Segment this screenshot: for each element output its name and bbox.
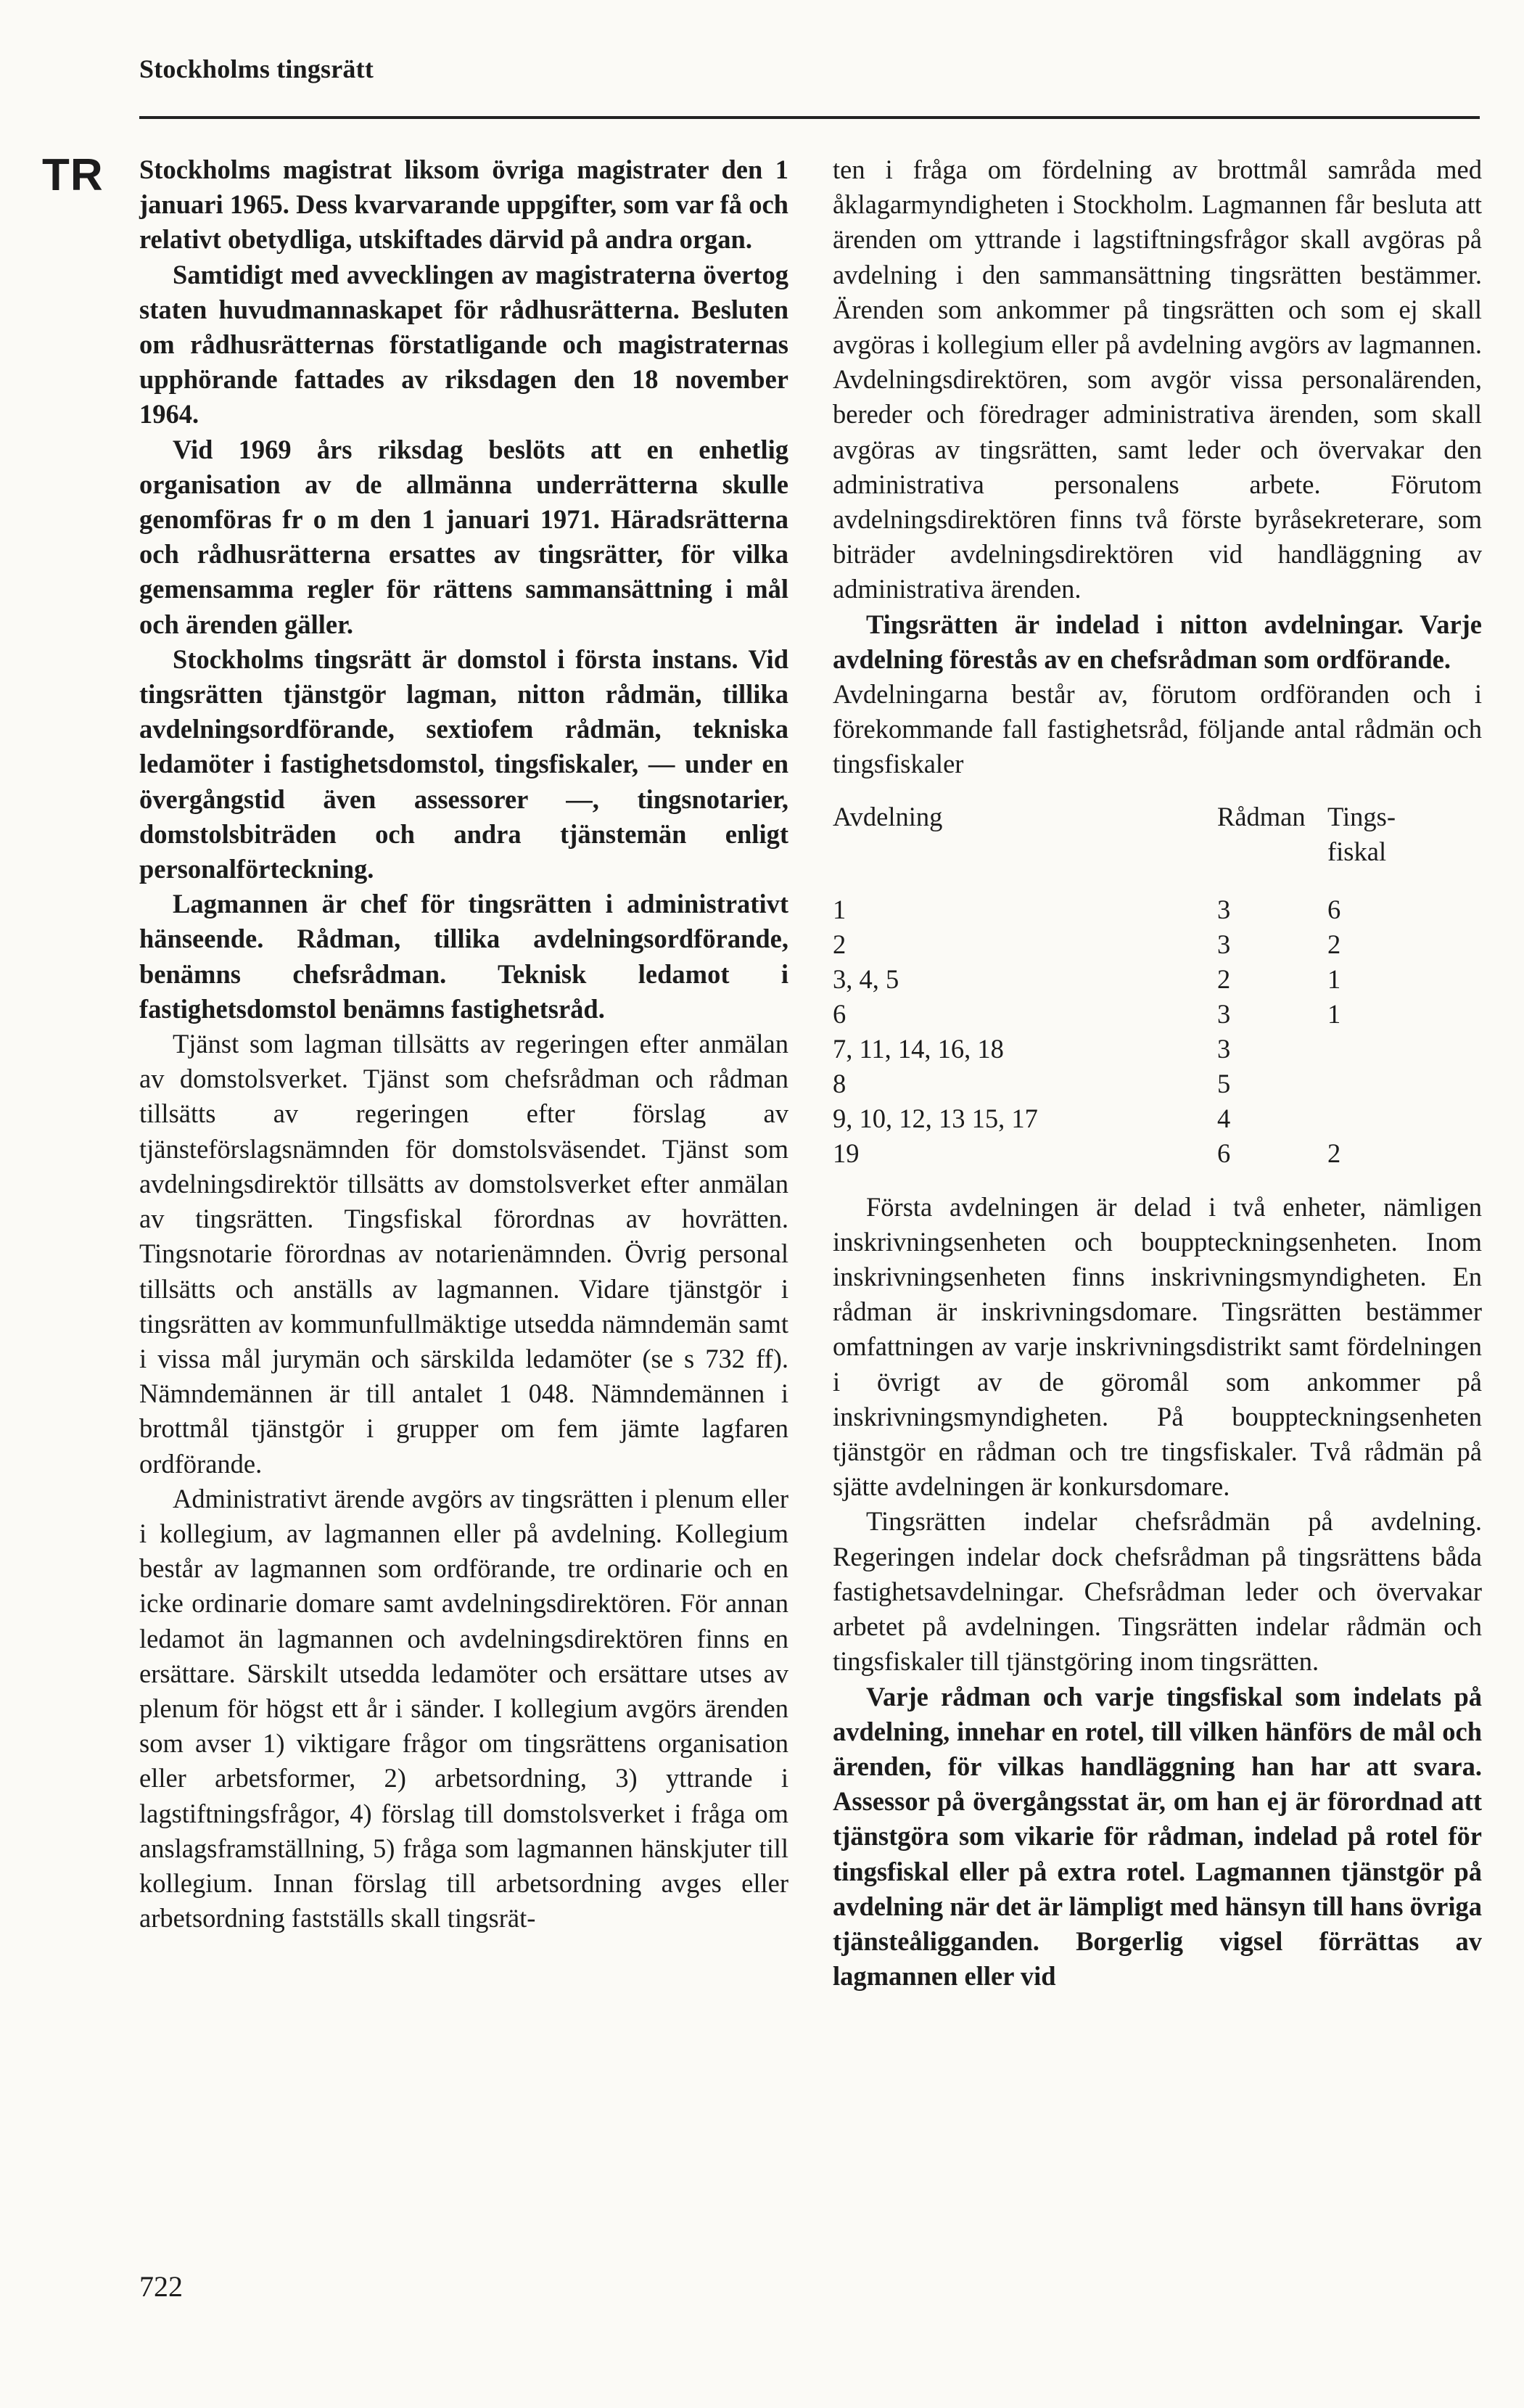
right-column-top — [833, 152, 1482, 782]
paragraph: Avdelningarna består av, förutom ordföranden och i förekommande fall fastighetsråd, följande antal rådmän och tingsfiskaler — [833, 679, 1482, 779]
table-row — [833, 962, 1482, 997]
table-cell: 6 — [1217, 1138, 1231, 1168]
paragraph: Stockholms tingsrätt är domstol i första instans. Vid tingsrätten tjänstgör lagman, nitton rådmän, tillika avdelningsordförande, sextiofem rådmän, tekniska ledamöter i fastighetsdomstol, tingsfiskaler, — under en övergångstid även assessorer —, tingsnotarier, domstolsbiträden och andra tjänstemän enligt personalförteckning. — [139, 644, 788, 884]
table-cell: 1 — [833, 894, 847, 924]
section-marker: TR — [42, 150, 104, 200]
table-cell: 2 — [1327, 1138, 1341, 1168]
table-row — [833, 1032, 1482, 1067]
table-cell: 1 — [1327, 963, 1341, 994]
table-header-radman: Rådman — [1217, 801, 1306, 831]
table-cell: 3 — [1217, 998, 1231, 1029]
table-cell: 5 — [1217, 1068, 1231, 1098]
running-head: Stockholms tingsrätt — [139, 54, 374, 83]
paragraph: Tingsrätten indelar chefsrådmän på avdelning. Regeringen indelar dock chefsrådman på tingsrättens båda fastighetsavdelningar. Chefsrådman leder och övervakar arbetet på avdelningen. Tingsrätten indelar rådmän och tingsfiskaler till tjänstgöring inom tingsrätten. — [833, 1506, 1482, 1677]
table-cell: 3 — [1217, 929, 1231, 959]
table-row — [833, 927, 1482, 962]
table-cell: 1 — [1327, 998, 1341, 1029]
table-header-row-2 — [833, 834, 1482, 869]
table-body — [833, 892, 1482, 1171]
table-cell: 3 — [1217, 1033, 1231, 1064]
paragraph: Stockholms magistrat liksom övriga magistrater den 1 januari 1965. Dess kvarvarande uppgifter, som var få och relativt obetydliga, utskiftades därvid på andra organ. — [139, 155, 788, 255]
table-row — [833, 892, 1482, 927]
table-row — [833, 997, 1482, 1032]
table-cell: 2 — [1327, 929, 1341, 959]
table-row — [833, 1136, 1482, 1171]
table-cell: 2 — [833, 929, 847, 959]
paragraph: Tjänst som lagman tillsätts av regeringen efter anmälan av domstolsverket. Tjänst som chefsrådman och rådman tillsätts av regeringen efter förslag av tjänsteförslagsnämnden för domstolsväsendet. Tjänst som avdelningsdirektör tillsätts av domstolsverket efter anmälan av tingsrätten. Tingsfiskal förordnas av hovrätten. Tingsnotarie förordnas av notarienämnden. Övrig personal tillsätts och anställs av lagmannen. Vidare tjänstgör i tingsrätten av kommunfullmäktige utsedda nämndemän samt i vissa mål jurymän och särskilda ledamöter (se s 732 ff). Nämndemännen är till antalet 1 048. Nämndemännen i brottmål tjänstgör i grupper om fem jämte lagfaren ordförande. — [139, 1029, 788, 1479]
table-row — [833, 1067, 1482, 1101]
table-cell: 19 — [833, 1138, 860, 1168]
paragraph: Lagmannen är chef för tingsrätten i administrativt hänseende. Rådman, tillika avdelningsordförande, benämns chefsrådman. Teknisk ledamot i fastighetsdomstol benämns fastighetsråd. — [139, 889, 788, 1024]
page-number: 722 — [139, 2270, 183, 2303]
header-rule — [139, 116, 1480, 119]
table-header-tingsfiskal-2: fiskal — [1327, 836, 1387, 866]
table-header-avdelning: Avdelning — [833, 801, 943, 831]
paragraph: Första avdelningen är delad i två enheter, nämligen inskrivningsenheten och bouppteckningsenheten. Inom inskrivningsenheten finns inskrivningsmyndigheten. En rådman är inskrivningsdomare. Tingsrätten bestämmer omfattningen av varje inskrivningsdistrikt samt fördelningen i övrigt av de göromål som ankommer på inskrivningsmyndigheten. På bouppteckningsenheten tjänstgör en rådman och tre tingsfiskaler. Två rådmän på sjätte avdelningen är konkursdomare. — [833, 1191, 1482, 1502]
staff-table — [833, 800, 1482, 1171]
right-column — [833, 152, 1482, 1994]
table-cell: 9, 10, 12, 13 15, 17 — [833, 1103, 1038, 1133]
paragraph: Vid 1969 års riksdag beslöts att en enhetlig organisation av de allmänna underrätterna skulle genomföras fr o m den 1 januari 1971. Häradsrätterna och rådhusrätterna ersattes av tingsrätter, för vilka gemensamma regler för rättens sammansättning i mål och ärenden gäller. — [139, 434, 788, 639]
table-cell: 4 — [1217, 1103, 1231, 1133]
table-cell — [1327, 1101, 1472, 1136]
table-cell: 6 — [1327, 894, 1341, 924]
table-cell: 3 — [1217, 894, 1231, 924]
table-cell: 6 — [833, 998, 847, 1029]
table-cell: 3, 4, 5 — [833, 963, 899, 994]
left-column — [139, 152, 788, 1936]
table-cell — [1327, 1067, 1472, 1101]
table-row — [833, 1101, 1482, 1136]
right-column-bottom — [833, 1190, 1482, 1994]
table-cell: 7, 11, 14, 16, 18 — [833, 1033, 1004, 1064]
paragraph: ten i fråga om fördelning av brottmål samråda med åklagarmyndigheten i Stockholm. Lagmannen får besluta att ärenden om yttrande i lagstiftningsfrågor skall avgöras på avdelning i den sammansättning tingsrätten bestämmer. Ärenden som ankommer på tingsrätten och som ej skall avgöras i kollegium eller på avdelning avgörs av lagmannen. Avdelningsdirektören, som avgör vissa personalärenden, bereder och föredrager administrativa ärenden, som skall avgöras av tingsrätten, samt leder och övervakar den administrativa personalens arbete. Förutom avdelningsdirektören finns två förste byråsekreterare, som biträder avdelningsdirektören vid handläggning av administrativa ärenden. — [833, 155, 1482, 604]
table-header-row — [833, 800, 1482, 834]
table-header-tingsfiskal-1: Tings- — [1327, 801, 1396, 831]
table-cell — [1327, 1032, 1472, 1067]
paragraph: Varje rådman och varje tingsfiskal som indelats på avdelning, innehar en rotel, till vilken hänförs de mål och ärenden, för vilkas handläggning han har att svara. Assessor på övergångsstat är, om han ej är förordnad att tjänstgöra som vikarie för rådman, indelad på rotel för tingsfiskal eller på extra rotel. Lagmannen tjänstgör på avdelning när det är lämpligt med hänsyn till hans övriga tjänsteåligganden. Borgerlig vigsel förrättas av lagmannen eller vid — [833, 1681, 1482, 1992]
table-cell: 2 — [1217, 963, 1231, 994]
paragraph: Tingsrätten är indelad i nitton avdelningar. Varje avdelning förestås av en chefsrådman som ordförande. — [833, 609, 1482, 674]
table-cell: 8 — [833, 1068, 847, 1098]
paragraph: Samtidigt med avvecklingen av magistraterna övertog staten huvudmannaskapet för rådhusrätterna. Besluten om rådhusrätternas förstatligande och magistraternas upphörande fattades av riksdagen den 18 november 1964. — [139, 259, 788, 430]
paragraph: Administrativt ärende avgörs av tingsrätten i plenum eller i kollegium, av lagmannen eller på avdelning. Kollegium består av lagmannen som ordförande, tre ordinarie och en icke ordinarie domare samt avdelningsdirektören. För annan ledamot än lagmannen och avdelningsdirektören finns en ersättare. Särskilt utsedda ledamöter och ersättare utses av plenum för högst ett år i sänder. I kollegium avgörs ärenden som avser 1) viktigare frågor om tingsrättens organisation eller arbetsformer, 2) arbetsordning, 3) yttrande i lagstiftningsfrågor, 4) förslag till domstolsverket i fråga om anslagsframställning, 5) fråga som lagmannen hänskjuter till kollegium. Innan förslag till arbetsordning avges eller arbetsordning fastställs skall tingsrät- — [139, 1483, 788, 1934]
